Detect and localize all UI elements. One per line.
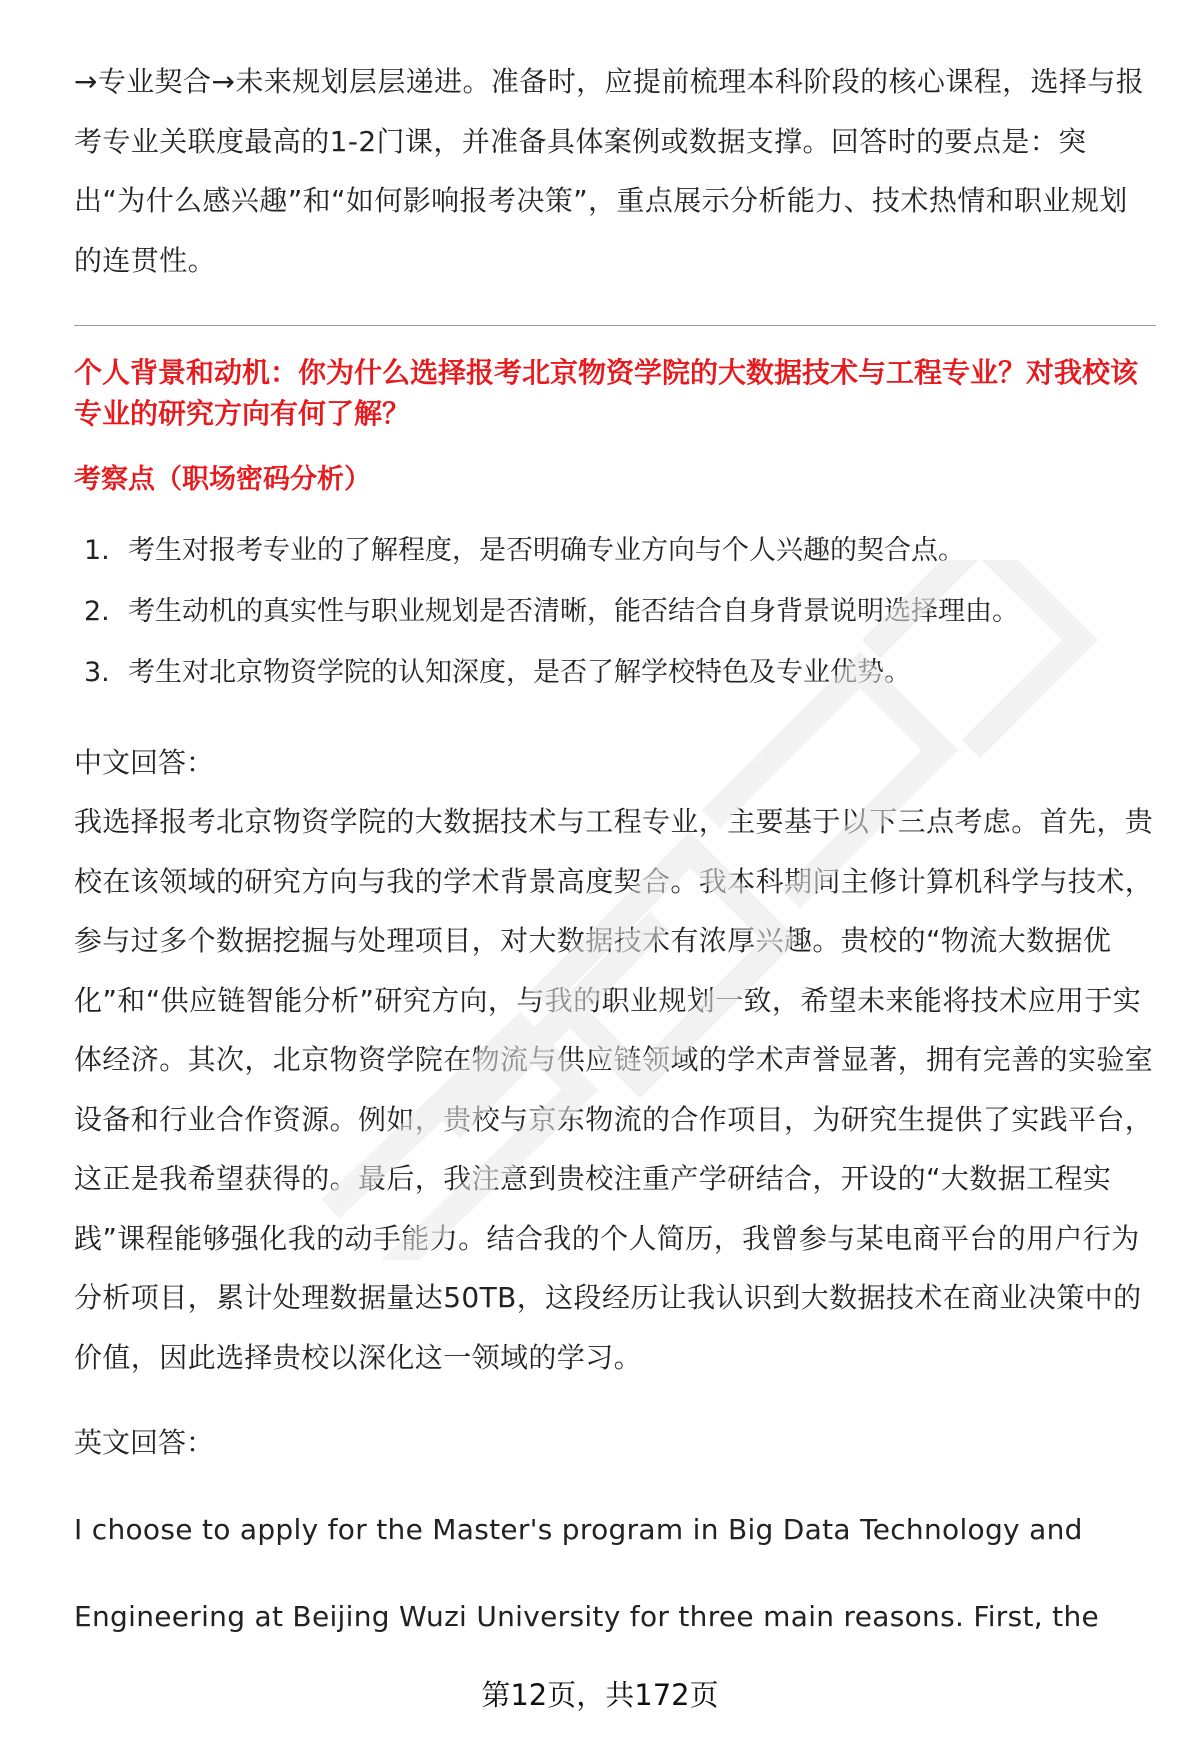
list-item-text: 考生动机的真实性与职业规划是否清晰，能否结合自身背景说明选择理由。	[128, 596, 1019, 627]
english-answer-label: 英文回答：	[74, 1426, 215, 1459]
list-item-number: 3.	[84, 657, 110, 688]
list-item	[74, 581, 1156, 642]
section-divider	[74, 325, 1156, 326]
assessment-list	[74, 520, 1156, 703]
assessment-title: 考察点（职场密码分析）	[74, 464, 371, 495]
list-item	[74, 520, 1156, 581]
intro-paragraph: →专业契合→未来规划层层递进。准备时，应提前梳理本科阶段的核心课程，选择与报考专业关联度最高的1-2门课，并准备具体案例或数据支撑。回答时的要点是：突出“为什么感兴趣”和“如何影响报考决策”，重点展示分析能力、技术热情和职业规划的连贯性。	[74, 65, 1145, 277]
list-item-text: 考生对北京物资学院的认知深度，是否了解学校特色及专业优势。	[128, 657, 911, 688]
chinese-answer-text: 我选择报考北京物资学院的大数据技术与工程专业，主要基于以下三点考虑。首先，贵校在该领域的研究方向与我的学术背景高度契合。我本科期间主修计算机科学与技术，参与过多个数据挖掘与处理项目，对大数据技术有浓厚兴趣。贵校的“物流大数据优化”和“供应链智能分析”研究方向，与我的职业规划一致，希望未来能将技术应用于实体经济。其次，北京物资学院在物流与供应链领域的学术声誉显著，拥有完善的实验室设备和行业合作资源。例如，贵校与京东物流的合作项目，为研究生提供了实践平台，这正是我希望获得的。最后，我注意到贵校注重产学研结合，开设的“大数据工程实践”课程能够强化我的动手能力。结合我的个人简历，我曾参与某电商平台的用户行为分析项目，累计处理数据量达50TB，这段经历让我认识到大数据技术在商业决策中的价值，因此选择贵校以深化这一领域的学习。	[74, 805, 1154, 1374]
english-answer-line-1: I choose to apply for the Master's program in Big Data Technology and	[74, 1513, 1083, 1546]
list-item-number: 2.	[84, 596, 110, 627]
page-number-footer: 第12页，共172页	[481, 1678, 719, 1712]
list-item-number: 1.	[84, 535, 110, 566]
question-title: 个人背景和动机：你为什么选择报考北京物资学院的大数据技术与工程专业？对我校该专业的研究方向有何了解？	[74, 356, 1139, 430]
page-content	[74, 52, 1156, 1674]
list-item	[74, 642, 1156, 703]
english-answer-line-2: Engineering at Beijing Wuzi University for three main reasons. First, the	[74, 1600, 1100, 1633]
chinese-answer-label: 中文回答：	[74, 746, 215, 779]
list-item-text: 考生对报考专业的了解程度，是否明确专业方向与个人兴趣的契合点。	[128, 535, 965, 566]
